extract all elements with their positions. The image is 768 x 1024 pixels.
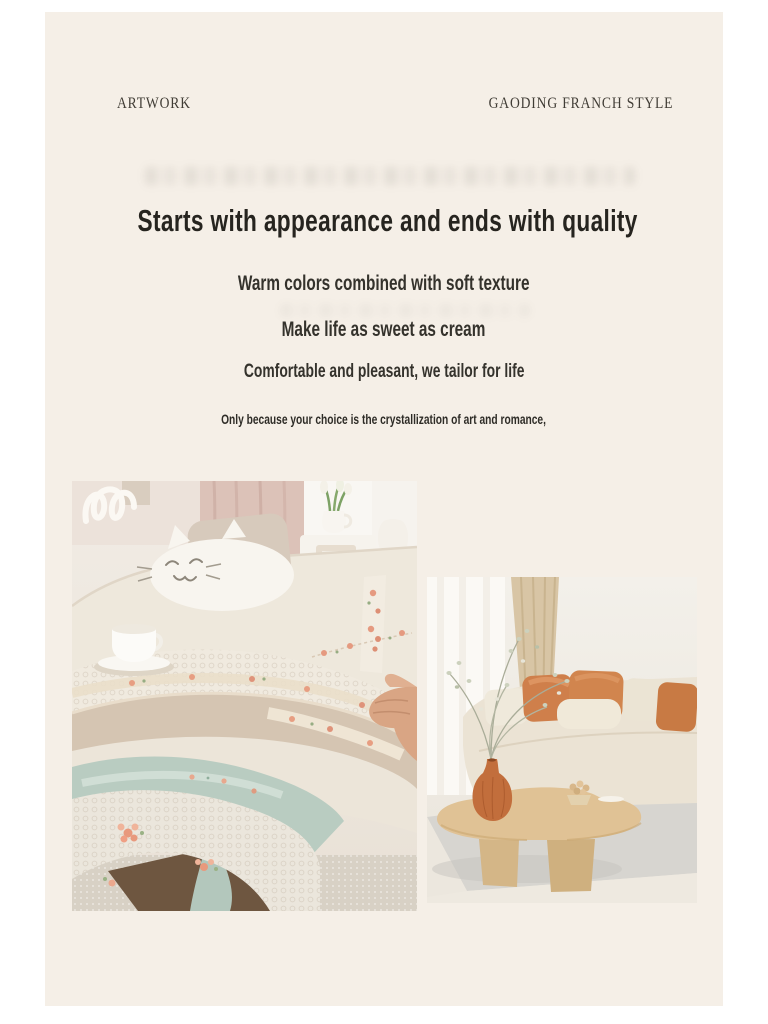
- tagline: Only because your choice is the crystallization of art and romance,: [221, 411, 547, 427]
- living-room-illustration: [427, 577, 697, 903]
- page-title: Starts with appearance and ends with quality: [137, 202, 638, 238]
- subtitle-line-2: Make life as sweet as cream: [282, 318, 486, 341]
- content-panel: [45, 12, 723, 1006]
- style-label: GAODING FRANCH STYLE: [488, 95, 673, 112]
- sheer-fold: [437, 577, 444, 795]
- blurred-watermark-band-top: [145, 167, 635, 185]
- sofa-cover-photo: [72, 481, 417, 911]
- subtitle-line-1: Warm colors combined with soft texture: [238, 272, 530, 295]
- brand-label: ARTWORK: [117, 95, 191, 112]
- living-room-photo: [427, 577, 697, 903]
- blurred-watermark-band-mid: [280, 304, 530, 317]
- sofa-cover-illustration: [72, 481, 417, 911]
- subtitle-line-3: Comfortable and pleasant, we tailor for life: [243, 361, 525, 382]
